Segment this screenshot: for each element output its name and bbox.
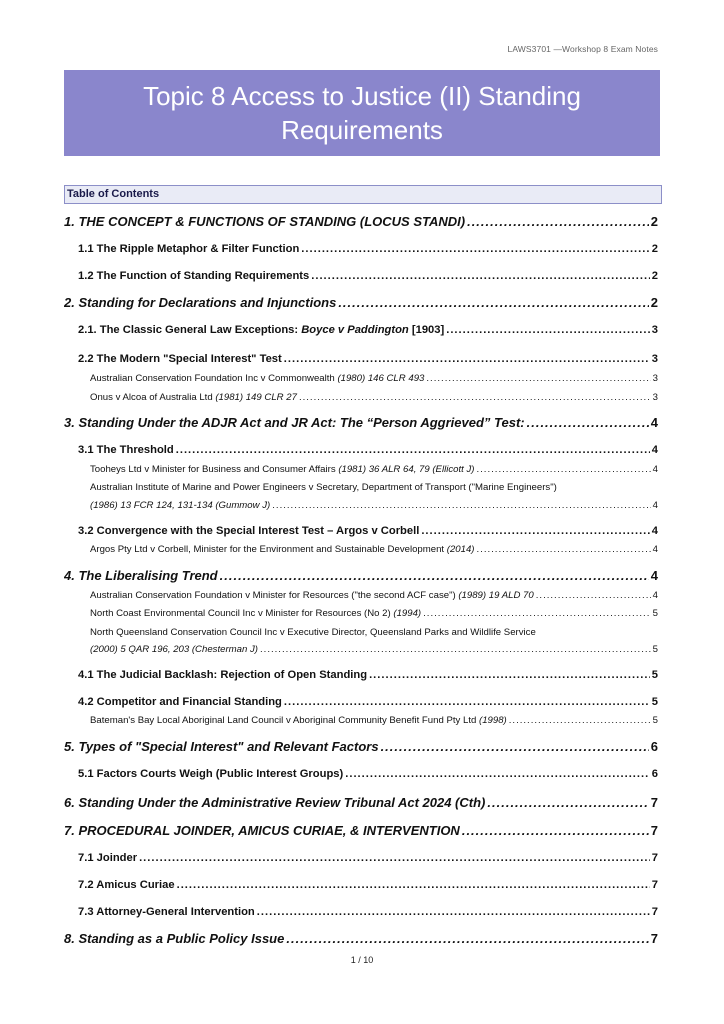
toc-page-number: 5	[652, 715, 658, 726]
toc-entry-text: 4.1 The Judicial Backlash: Rejection of Open Standing	[78, 669, 368, 681]
page-title: Topic 8 Access to Justice (II) Standing Requirements	[143, 81, 581, 145]
toc-heading: Table of Contents	[64, 185, 662, 204]
toc-entry-marine-engineers-line1: Australian Institute of Marine and Power Engineers v Secretary, Department of Transport ("Marine Engineers")	[90, 482, 557, 493]
toc-entry-3-2[interactable]	[78, 524, 658, 539]
toc-entry-text: 5.1 Factors Courts Weigh (Public Interest Groups)	[78, 768, 344, 780]
toc-entry-text: 2.1. The Classic General Law Exceptions: Boyce v Paddington [1903]	[78, 324, 445, 336]
toc-page-number: 2	[651, 243, 658, 255]
toc-page-number: 3	[652, 373, 658, 384]
toc-entry-marine-engineers[interactable]	[90, 499, 658, 512]
toc-entry-north-coast[interactable]	[90, 607, 658, 620]
toc-entry-6[interactable]	[64, 794, 658, 812]
toc-page-number: 4	[652, 590, 658, 601]
toc-leader-dots	[423, 607, 651, 620]
toc-leader-dots	[426, 372, 650, 385]
toc-leader-dots	[260, 643, 651, 656]
toc-entry-text: 7.2 Amicus Curiae	[78, 879, 175, 891]
toc-page-number: 3	[652, 392, 658, 403]
toc-leader-dots	[369, 668, 650, 683]
toc-page-number: 5	[652, 644, 658, 655]
toc-page-number: 2	[650, 295, 658, 310]
toc-page-number: 3	[651, 353, 658, 365]
toc-page-number: 4	[650, 415, 658, 430]
toc-page-number: 7	[651, 852, 658, 864]
toc-entry-text: North Coast Environmental Council Inc v Minister for Resources (No 2) (1994)	[90, 608, 422, 619]
toc-leader-dots	[139, 851, 650, 866]
toc-entry-text: 3. Standing Under the ADJR Act and JR Act: The “Person Aggrieved” Test:	[64, 415, 525, 430]
toc-leader-dots	[476, 463, 650, 476]
toc-entry-1-1[interactable]	[78, 242, 658, 257]
toc-leader-dots	[177, 878, 650, 893]
toc-leader-dots	[176, 443, 650, 458]
toc-entry-text: (1986) 13 FCR 124, 131-134 (Gummow J)	[90, 500, 271, 511]
toc-entry-text: 8. Standing as a Public Policy Issue	[64, 931, 285, 946]
toc-leader-dots	[421, 524, 649, 539]
toc-entry-3[interactable]	[64, 414, 658, 432]
toc-leader-dots	[257, 905, 650, 920]
toc-leader-dots	[536, 589, 651, 602]
toc-entry-text: 4. The Liberalising Trend	[64, 568, 218, 583]
toc-leader-dots	[462, 822, 649, 840]
toc-leader-dots	[311, 269, 650, 284]
toc-page-number: 7	[651, 879, 658, 891]
header-note: LAWS3701 —Workshop 8 Exam Notes	[507, 44, 658, 54]
toc-leader-dots	[467, 213, 649, 231]
toc-entry-7-2[interactable]	[78, 878, 658, 893]
toc-entry-text: 7.1 Joinder	[78, 852, 138, 864]
title-banner	[64, 70, 660, 156]
toc-leader-dots	[220, 567, 649, 585]
toc-entry-text: 1.1 The Ripple Metaphor & Filter Function	[78, 243, 300, 255]
toc-page-number: 2	[651, 270, 658, 282]
toc-entry-4-2[interactable]	[78, 695, 658, 710]
toc-entry-text: 2.2 The Modern "Special Interest" Test	[78, 353, 282, 365]
page-number-footer: 1 / 10	[350, 955, 374, 965]
toc-page-number: 4	[652, 500, 658, 511]
toc-entry-onus-v-alcoa[interactable]	[90, 391, 658, 404]
toc-entry-text: 1. THE CONCEPT & FUNCTIONS OF STANDING (LOCUS STANDI)	[64, 214, 466, 229]
toc-entry-7-3[interactable]	[78, 905, 658, 920]
toc-entry-batemans-bay[interactable]	[90, 714, 658, 727]
toc-entry-argos[interactable]	[90, 543, 658, 556]
toc-entry-text: 3.1 The Threshold	[78, 444, 174, 456]
toc-leader-dots	[381, 738, 649, 756]
toc-page-number: 4	[652, 544, 658, 555]
toc-entry-text: (2000) 5 QAR 196, 203 (Chesterman J)	[90, 644, 258, 655]
toc-entry-acf-v-commonwealth[interactable]	[90, 372, 658, 385]
toc-entry-4[interactable]	[64, 567, 658, 585]
toc-entry-1-2[interactable]	[78, 269, 658, 284]
toc-entry-7[interactable]	[64, 822, 658, 840]
toc-page-number: 6	[651, 768, 658, 780]
toc-leader-dots	[527, 414, 649, 432]
toc-entry-text: Onus v Alcoa of Australia Ltd (1981) 149 CLR 27	[90, 392, 297, 403]
toc-entry-text: Tooheys Ltd v Minister for Business and Consumer Affairs (1981) 36 ALR 64, 79 (Ellicott J)	[90, 464, 475, 475]
toc-entry-2[interactable]	[64, 294, 658, 312]
toc-page-number: 7	[650, 931, 658, 946]
toc-leader-dots	[345, 767, 650, 782]
toc-entry-text: Bateman's Bay Local Aboriginal Land Council v Aboriginal Community Benefit Fund Pty Ltd (1998)	[90, 715, 507, 726]
toc-entry-5-1[interactable]	[78, 767, 658, 782]
toc-page-number: 5	[652, 608, 658, 619]
toc-entry-text: Argos Pty Ltd v Corbell, Minister for the Environment and Sustainable Development (2014)	[90, 544, 475, 555]
toc-entry-text: Australian Conservation Foundation v Minister for Resources ("the second ACF case") (1989) 19 ALD 70	[90, 590, 534, 601]
toc-page-number: 7	[650, 823, 658, 838]
toc-leader-dots	[286, 930, 648, 948]
toc-entry-7-1[interactable]	[78, 851, 658, 866]
toc-leader-dots	[301, 242, 649, 257]
toc-leader-dots	[476, 543, 650, 556]
toc-page-number: 3	[651, 324, 658, 336]
toc-entry-text: 1.2 The Function of Standing Requirements	[78, 270, 310, 282]
toc-entry-second-acf[interactable]	[90, 589, 658, 602]
toc-entry-4-1[interactable]	[78, 668, 658, 683]
toc-entry-north-queensland[interactable]	[90, 643, 658, 656]
toc-page-number: 4	[651, 525, 658, 537]
toc-entry-text: Australian Conservation Foundation Inc v Commonwealth (1980) 146 CLR 493	[90, 373, 425, 384]
toc-page-number: 4	[651, 444, 658, 456]
toc-leader-dots	[446, 323, 650, 338]
toc-entry-1[interactable]	[64, 213, 658, 231]
toc-entry-3-1[interactable]	[78, 443, 658, 458]
toc-page-number: 5	[651, 669, 658, 681]
toc-entry-text: 3.2 Convergence with the Special Interest Test – Argos v Corbell	[78, 525, 420, 537]
toc-entry-text: 5. Types of "Special Interest" and Relevant Factors	[64, 739, 379, 754]
toc-page-number: 2	[650, 214, 658, 229]
toc-page-number: 7	[650, 795, 658, 810]
toc-entry-text: 6. Standing Under the Administrative Review Tribunal Act 2024 (Cth)	[64, 795, 486, 810]
toc-entry-text: 2. Standing for Declarations and Injunctions	[64, 295, 337, 310]
toc-leader-dots	[509, 714, 651, 727]
toc-entry-8[interactable]	[64, 930, 658, 948]
toc-entry-5[interactable]	[64, 738, 658, 756]
toc-entry-2-2[interactable]	[78, 352, 658, 367]
toc-leader-dots	[338, 294, 648, 312]
toc-page-number: 4	[650, 568, 658, 583]
toc-entry-tooheys[interactable]	[90, 463, 658, 476]
toc-entry-text: 4.2 Competitor and Financial Standing	[78, 696, 282, 708]
toc-leader-dots	[272, 499, 650, 512]
toc-entry-text: 7.3 Attorney-General Intervention	[78, 906, 255, 918]
toc-page-number: 6	[650, 739, 658, 754]
toc-leader-dots	[487, 794, 648, 812]
toc-leader-dots	[284, 352, 650, 367]
toc-page-number: 5	[651, 696, 658, 708]
toc-page-number: 7	[651, 906, 658, 918]
toc-entry-text: 7. PROCEDURAL JOINDER, AMICUS CURIAE, & INTERVENTION	[64, 823, 460, 838]
toc-entry-2-1[interactable]	[78, 323, 658, 338]
toc-leader-dots	[299, 391, 651, 404]
toc-page-number: 4	[652, 464, 658, 475]
toc-leader-dots	[284, 695, 650, 710]
toc-entry-north-queensland-line1: North Queensland Conservation Council Inc v Executive Director, Queensland Parks and Wildlife Service	[90, 627, 536, 638]
